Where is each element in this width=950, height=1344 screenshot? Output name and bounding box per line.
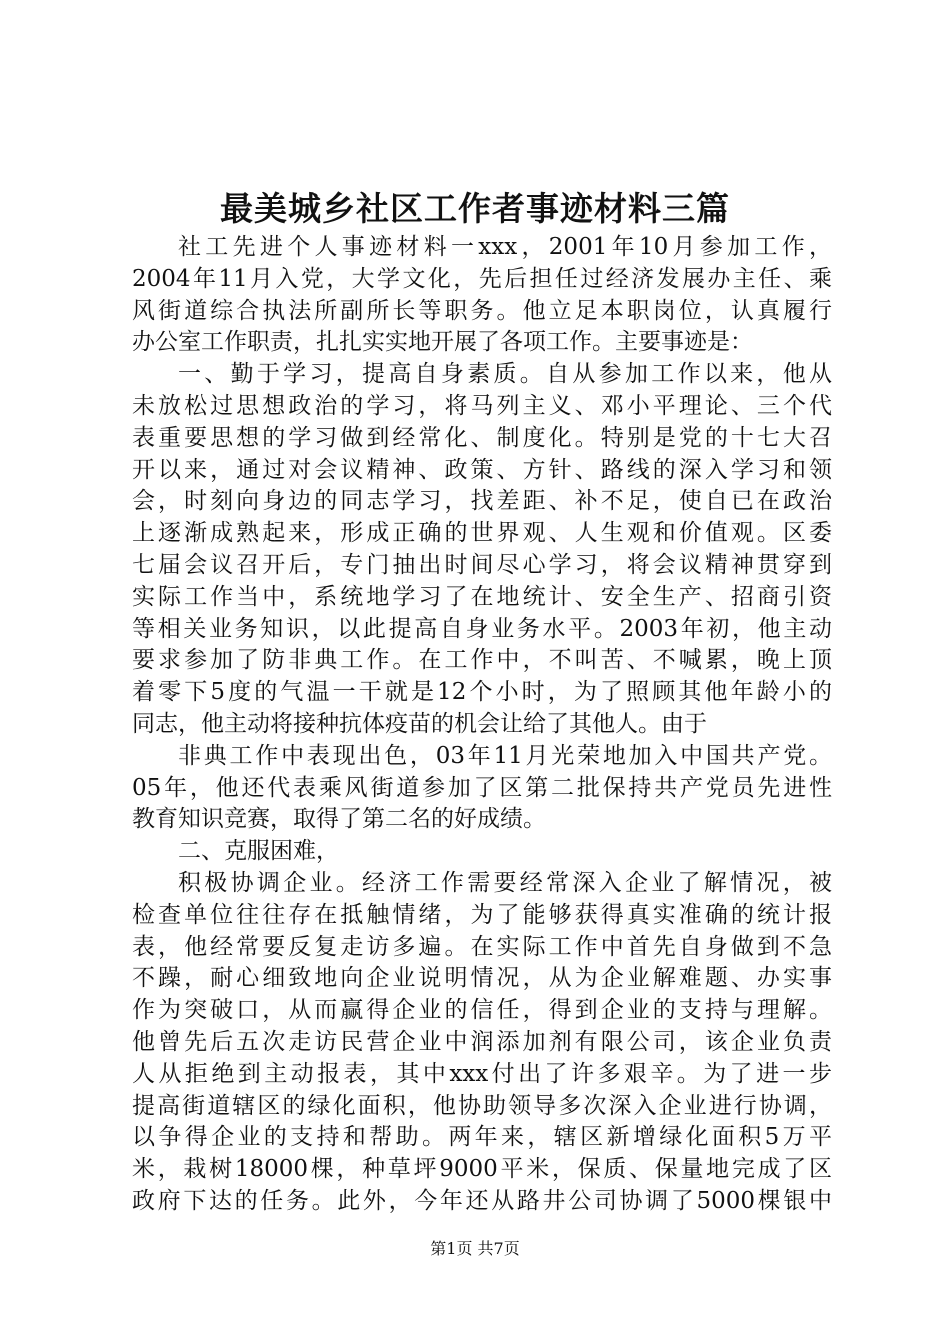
text-line: 表重要思想的学习做到经常化、制度化。特别是党的十七大召	[132, 424, 832, 451]
text-line: 教育知识竞赛，取得了第二名的好成绩。	[132, 806, 546, 833]
text-line: 以争得企业的支持和帮助。两年来，辖区新增绿化面积5万平	[132, 1124, 832, 1151]
text-line: 表，他经常要反复走访多遍。在实际工作中首先自身做到不急	[132, 933, 832, 960]
text-line: 05年，他还代表乘风街道参加了区第二批保持共产党员先进性	[132, 774, 832, 801]
text-line: 未放松过思想政治的学习，将马列主义、邓小平理论、三个代	[132, 392, 832, 419]
document-title: 最美城乡社区工作者事迹材料三篇	[220, 189, 730, 228]
text-line: 提高街道辖区的绿化面积，他协助领导多次深入企业进行协调，	[132, 1092, 832, 1119]
text-line: 实际工作当中，系统地学习了在地统计、安全生产、招商引资	[132, 583, 832, 610]
text-line: 不躁，耐心细致地向企业说明情况，从为企业解难题、办实事	[132, 965, 832, 992]
text-line: 政府下达的任务。此外，今年还从路井公司协调了5000棵银中	[132, 1187, 832, 1214]
text-line: 社工先进个人事迹材料一xxx，2001年10月参加工作，	[178, 234, 832, 260]
text-line: 2004年11月入党，大学文化，先后担任过经济发展办主任、乘	[132, 265, 832, 292]
text-line: 要求参加了防非典工作。在工作中，不叫苦、不喊累，晚上顶	[132, 647, 832, 674]
page-footer: 第1页 共7页	[430, 1239, 520, 1258]
section-heading: 二、克服困难，	[178, 838, 339, 865]
text-line: 同志，他主动将接种抗体疫苗的机会让给了其他人。由于	[132, 710, 707, 737]
text-line: 开以来，通过对会议精神、政策、方针、路线的深入学习和领	[132, 456, 832, 483]
document-body	[132, 232, 832, 1218]
text-line: 人从拒绝到主动报表，其中xxx付出了许多艰辛。为了进一步	[132, 1060, 832, 1087]
text-line: 非典工作中表现出色，03年11月光荣地加入中国共产党。	[178, 742, 832, 769]
text-line: 检查单位往往存在抵触情绪，为了能够获得真实准确的统计报	[132, 901, 832, 928]
text-line: 风街道综合执法所副所长等职务。他立足本职岗位，认真履行	[132, 297, 832, 324]
text-line: 积极协调企业。经济工作需要经常深入企业了解情况，被	[178, 869, 832, 896]
text-line: 会，时刻向身边的同志学习，找差距、补不足，使自已在政治	[132, 488, 832, 515]
text-line: 着零下5度的气温一干就是12个小时，为了照顾其他年龄小的	[132, 679, 832, 706]
text-line: 七届会议召开后，专门抽出时间尽心学习，将会议精神贯穿到	[132, 551, 832, 578]
text-line: 他曾先后五次走访民营企业中润添加剂有限公司，该企业负责	[132, 1028, 832, 1055]
text-line: 米，栽树18000棵，种草坪9000平米，保质、保量地完成了区	[132, 1156, 832, 1183]
text-line: 等相关业务知识，以此提高自身业务水平。2003年初，他主动	[132, 615, 832, 642]
text-line: 作为突破口，从而赢得企业的信任，得到企业的支持与理解。	[132, 997, 832, 1024]
text-line: 上逐渐成熟起来，形成正确的世界观、人生观和价值观。区委	[132, 520, 832, 547]
text-line: 一、勤于学习，提高自身素质。自从参加工作以来，他从	[178, 361, 832, 388]
text-line: 办公室工作职责，扎扎实实地开展了各项工作。主要事迹是：	[132, 329, 753, 356]
